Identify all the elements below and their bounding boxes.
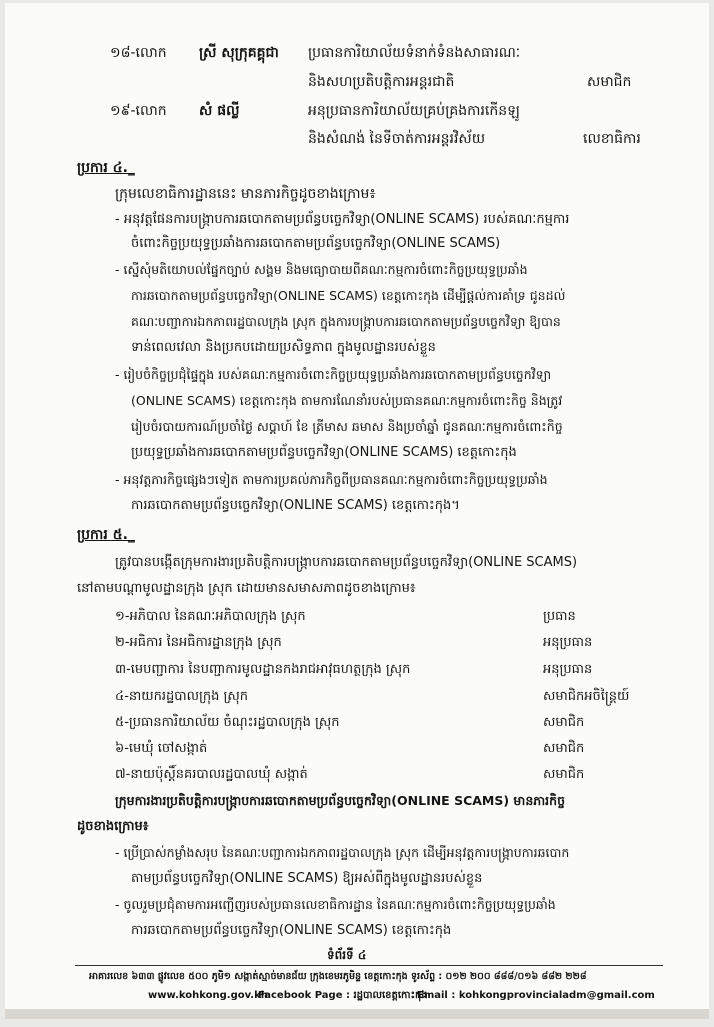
article-4-line: - អនុវត្តភារកិច្ចផ្សេងៗទៀត តាមការប្រគល់ភារកិច្ចពីប្រធានគណៈកម្មការចំពោះកិច្ចប្រយុទ្ធប្រឆាំង — [115, 472, 548, 487]
working-group-member: ៣-មេបញ្ជាការ នៃបញ្ជាការមូលដ្ឋានកងរាជអាវុធហត្ថក្រុង ស្រុក — [115, 662, 411, 677]
member-title: អនុប្រធានការិយាល័យគ្រប់គ្រងការកើនឡូ — [308, 103, 520, 119]
article-5-heading: ប្រការ ៥._ — [77, 527, 135, 543]
member-role: លេខាធិការ — [583, 131, 641, 147]
working-group-role: សមាជិក — [543, 741, 585, 756]
working-group-member: ៤-នាយករដ្ឋបាលក្រុង ស្រុក — [115, 689, 249, 704]
article-4-line: ប្រយុទ្ធប្រឆាំងការឆបោកតាមប្រព័ន្ធបច្ចេកវិទ្យា(ONLINE SCAMS) ខេត្តកោះកុង — [131, 445, 517, 460]
working-group-role: អនុប្រធាន — [543, 635, 593, 650]
page-edge — [5, 1009, 709, 1019]
member-role: សមាជិក — [587, 74, 632, 90]
article-5-line: តាមប្រព័ន្ធបច្ចេកវិទ្យា(ONLINE SCAMS) ឱ្យអស់ពីក្នុងមូលដ្ឋានរបស់ខ្លួន — [131, 871, 483, 886]
article-4-line: គណៈបញ្ជាការឯកភាពរដ្ឋបាលក្រុង ស្រុក ក្នុងការបង្ក្រាបការឆបោកតាមប្រព័ន្ធបច្ចេកវិទ្យា ឱ្យបាន — [131, 314, 561, 329]
footer-website[interactable]: www.kohkong.gov.kh — [148, 990, 268, 1001]
working-group-role: សមាជិក — [543, 767, 585, 782]
member-title: ប្រធានការិយាល័យទំនាក់ទំនងសាធារណៈ — [308, 45, 521, 61]
working-group-duties-heading-cont: ដូចខាងក្រោម៖ — [77, 819, 149, 834]
article-4-line: រៀបចំរបាយការណ៍ប្រចាំថ្ងៃ សប្ដាហ៍ ខែ ត្រីមាស ឆមាស និងប្រចាំឆ្នាំ ជូនគណៈកម្មការចំពោះកិច្ច — [131, 419, 563, 434]
document-page — [5, 3, 709, 1019]
working-group-member: ១-អភិបាល នៃគណៈអភិបាលក្រុង ស្រុក — [115, 609, 306, 624]
member-number: ១៩-លោក — [110, 103, 167, 119]
working-group-member: ៧-នាយប៉ុស្តិ៍នគរបាលរដ្ឋបាលឃុំ សង្កាត់ — [115, 767, 308, 782]
member-number: ១៨-លោក — [110, 45, 167, 61]
page-number: ទំព័រទី ៤ — [327, 948, 367, 962]
article-4-line: ចំពោះកិច្ចប្រយុទ្ធប្រឆាំងការឆបោកតាមប្រព័ន្ធបច្ចេកវិទ្យា(ONLINE SCAMS) — [131, 236, 501, 251]
member-name: សំ ផល្លី — [199, 103, 240, 119]
article-4-line: - រៀបចំកិច្ចប្រជុំផ្ទៃក្នុង របស់គណៈកម្មការចំពោះកិច្ចប្រយុទ្ធប្រឆាំងការឆបោកតាមប្រព័ន្ធបច្ចេកវិទ្យា — [115, 367, 552, 382]
working-group-role: សមាជិកអចិន្ត្រៃយ៍ — [543, 689, 630, 704]
working-group-role: សមាជិក — [543, 715, 585, 730]
footer-facebook[interactable]: Facebook Page : រដ្ឋបាលខេត្តកោះកុង — [258, 990, 428, 1001]
footer-address: អាគារលេខ ៦៣៣ ផ្លូវលេខ ៥០០ ភូមិ១ សង្កាត់ស្មាច់មានជ័យ ក្រុងខេមរភូមិន្ទ ខេត្តកោះកុង ទូរស័ព្ទ : ០១២ ២០០ ៨៨៨/០១៦ ៨៨២ ២២៨ — [89, 971, 587, 982]
article-4-line: (ONLINE SCAMS) ខេត្តកោះកុង តាមការណែនាំរបស់ប្រធានគណៈកម្មការចំពោះកិច្ច និងត្រូវ — [131, 393, 563, 408]
member-title-cont: និងសហប្រតិបត្តិការអន្តរជាតិ — [308, 74, 455, 90]
article-5-line: ការឆបោកតាមប្រព័ន្ធបច្ចេកវិទ្យា(ONLINE SCAMS) ខេត្តកោះកុង — [131, 923, 452, 938]
article-4-heading: ប្រការ ៤._ — [77, 160, 135, 176]
member-name: ស្រី សុក្រុគគ្គុជា — [199, 45, 279, 61]
working-group-member: ២-អធិការ នៃអធិការដ្ឋានក្រុង ស្រុក — [115, 635, 282, 650]
article-4-intro: ក្រុមលេខាធិការដ្ឋាននេះ មានភារកិច្ចដូចខាងក្រោម៖ — [115, 186, 376, 202]
article-5-line: - ប្រើប្រាស់កម្លាំងសរុប នៃគណៈបញ្ជាការឯកភាពរដ្ឋបាលក្រុង ស្រុក ដើម្បីអនុវត្តការបង្ក្រាបការឆបោក — [115, 845, 570, 860]
article-4-line: ការឆបោកតាមប្រព័ន្ធបច្ចេកវិទ្យា(ONLINE SCAMS) ខេត្តកោះកុង ដើម្បីផ្ដល់ការគាំទ្រ ជូនដល់ — [131, 288, 566, 303]
article-4-line: ការឆបោកតាមប្រព័ន្ធបច្ចេកវិទ្យា(ONLINE SCAMS) ខេត្តកោះកុង។ — [131, 498, 460, 513]
article-4-line: - ស្នើសុំមតិយោបល់ផ្នែកច្បាប់ សង្គម និងមធ្យោបាយពីគណៈកម្មការចំពោះកិច្ចប្រយុទ្ធប្រឆាំង — [115, 262, 528, 277]
working-group-member: ៥-ប្រធានការិយាល័យ ចំណុះរដ្ឋបាលក្រុង ស្រុក — [115, 715, 340, 730]
article-4-line: - អនុវត្តផែនការបង្ក្រាបការឆបោកតាមប្រព័ន្ធបច្ចេកវិទ្យា(ONLINE SCAMS) របស់គណៈកម្មការ — [115, 212, 570, 227]
article-5-intro: ត្រូវបានបង្កើតក្រុមការងារប្រតិបត្តិការបង្ក្រាបការឆបោកតាមប្រព័ន្ធបច្ចេកវិទ្យា(ONLINE SCAMS) — [115, 555, 578, 570]
article-5-line: - ចូលរួមប្រជុំតាមការអញ្ជើញរបស់ប្រធានលេខាធិការដ្ឋាន នៃគណៈកម្មការចំពោះកិច្ចប្រយុទ្ធប្រឆាំង — [115, 897, 556, 912]
working-group-role: អនុប្រធាន — [543, 662, 593, 677]
article-5-intro-cont: នៅតាមបណ្ដាមូលដ្ឋានក្រុង ស្រុក ដោយមានសមាសភាពដូចខាងក្រោម៖ — [77, 581, 416, 596]
working-group-member: ៦-មេឃុំ ចៅសង្កាត់ — [115, 741, 208, 756]
working-group-duties-heading: ក្រុមការងារប្រតិបត្តិការបង្ក្រាបការឆបោកតាមប្រព័ន្ធបច្ចេកវិទ្យា(ONLINE SCAMS) មានភារកិច្ច — [115, 793, 566, 808]
working-group-role: ប្រធាន — [543, 609, 576, 624]
member-title-cont: និងសំណង់ នៃទីចាត់ការអន្តរវិស័យ — [308, 131, 486, 147]
article-4-line: ទាន់ពេលវេលា និងប្រកបដោយប្រសិទ្ធភាព ក្នុងមូលដ្ឋានរបស់ខ្លួន — [131, 340, 436, 355]
footer-divider — [75, 965, 663, 966]
footer-email[interactable]: Email : kohkongprovincialadm@gmail.com — [417, 990, 655, 1001]
